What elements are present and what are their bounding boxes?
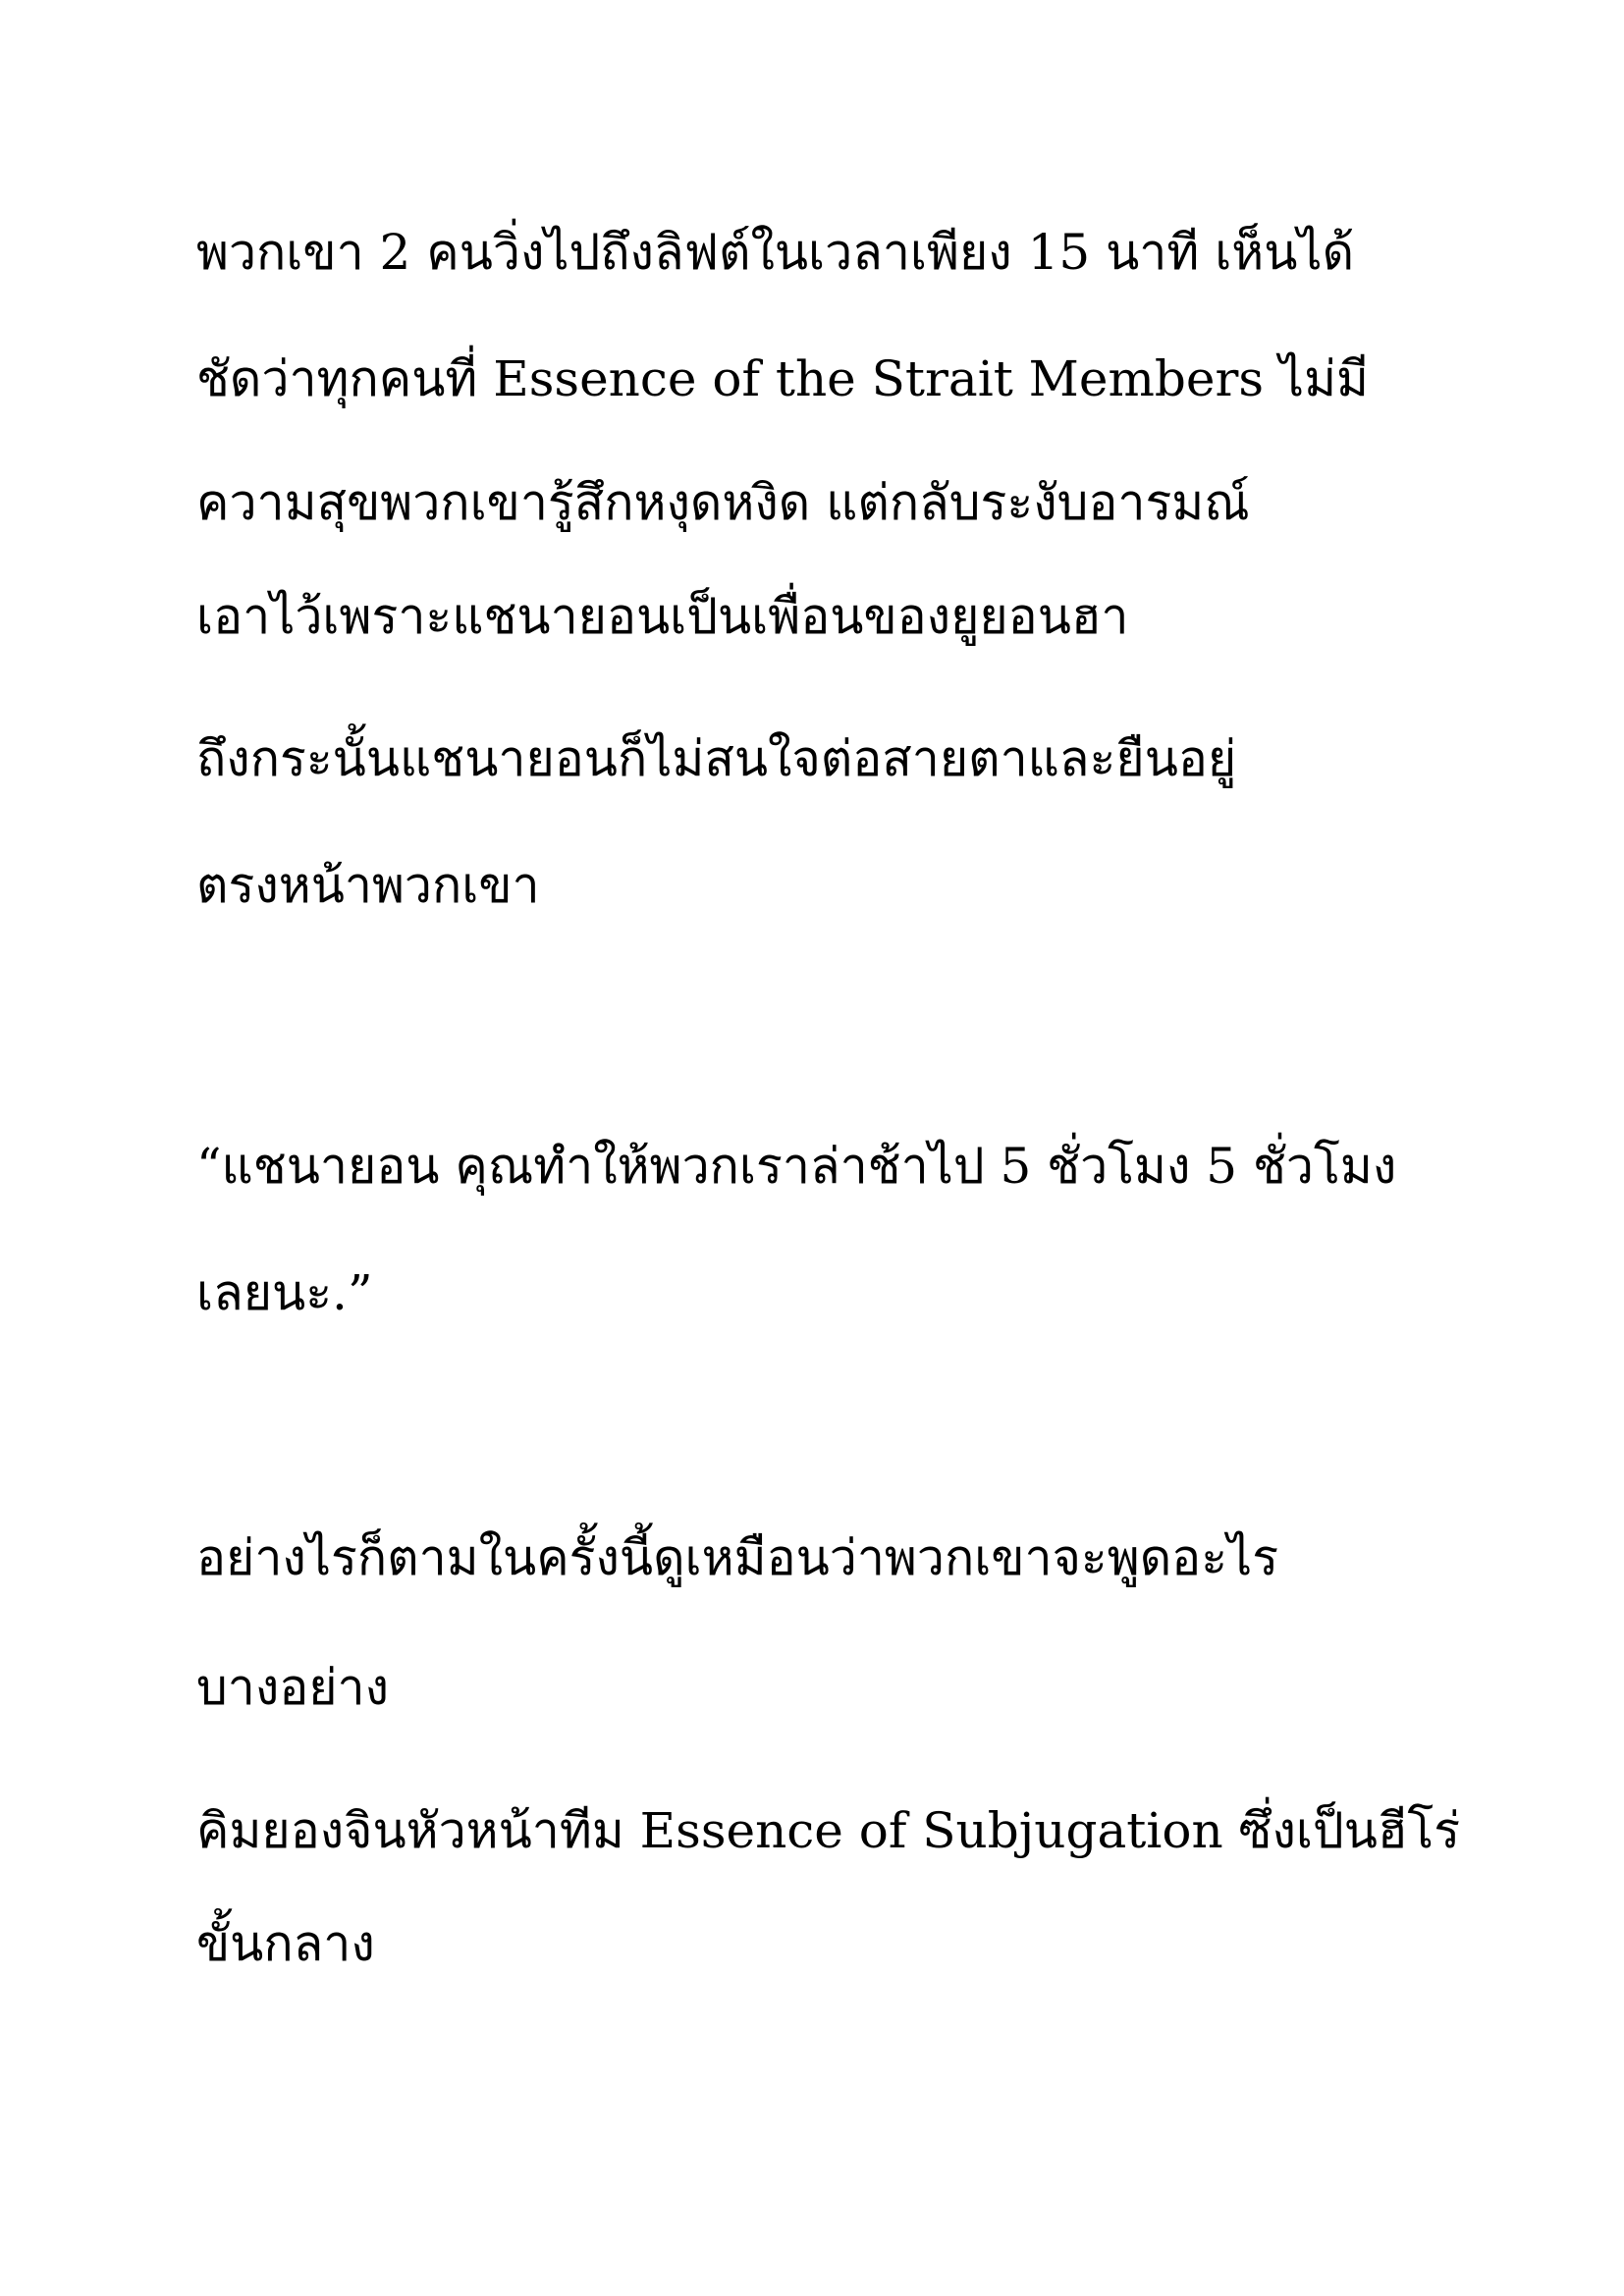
paragraph-1-line-3: ความสุขพวกเขารู้สึกหงุดหงิด แต่กลับระงับอารมณ์ <box>196 474 1250 531</box>
paragraph-5-line-1: คิมยองจินหัวหน้าทีม Essence of Subjugation ซึ่งเป็นฮีโร่ <box>196 1802 1461 1859</box>
paragraph-3-line-1: “แชนายอน คุณทำให้พวกเราล่าช้าไป 5 ชั่วโมง 5 ชั่วโมง <box>196 1138 1397 1195</box>
paragraph-5-line-2: ขั้นกลาง <box>196 1915 375 1972</box>
paragraph-4-line-2: บางอย่าง <box>196 1659 390 1716</box>
paragraph-3-line-2: เลยนะ.” <box>196 1264 373 1321</box>
paragraph-1-line-4: เอาไว้เพราะแชนายอนเป็นเพื่อนของยูยอนฮา <box>196 588 1129 645</box>
paragraph-2-line-2: ตรงหน้าพวกเขา <box>196 857 540 914</box>
paragraph-4-line-1: อย่างไรก็ตามในครั้งนี้ดูเหมือนว่าพวกเขาจะพูดอะไร <box>196 1529 1279 1586</box>
paragraph-1-line-2: ชัดว่าทุกคนที่ Essence of the Strait Members ไม่มี <box>196 350 1369 407</box>
paragraph-1-line-1: พวกเขา 2 คนวิ่งไปถึงลิฟต์ในเวลาเพียง 15 นาที เห็นได้ <box>196 224 1355 281</box>
paragraph-2-line-1: ถึงกระนั้นแชนายอนก็ไม่สนใจต่อสายตาและยืนอยู่ <box>196 730 1237 787</box>
